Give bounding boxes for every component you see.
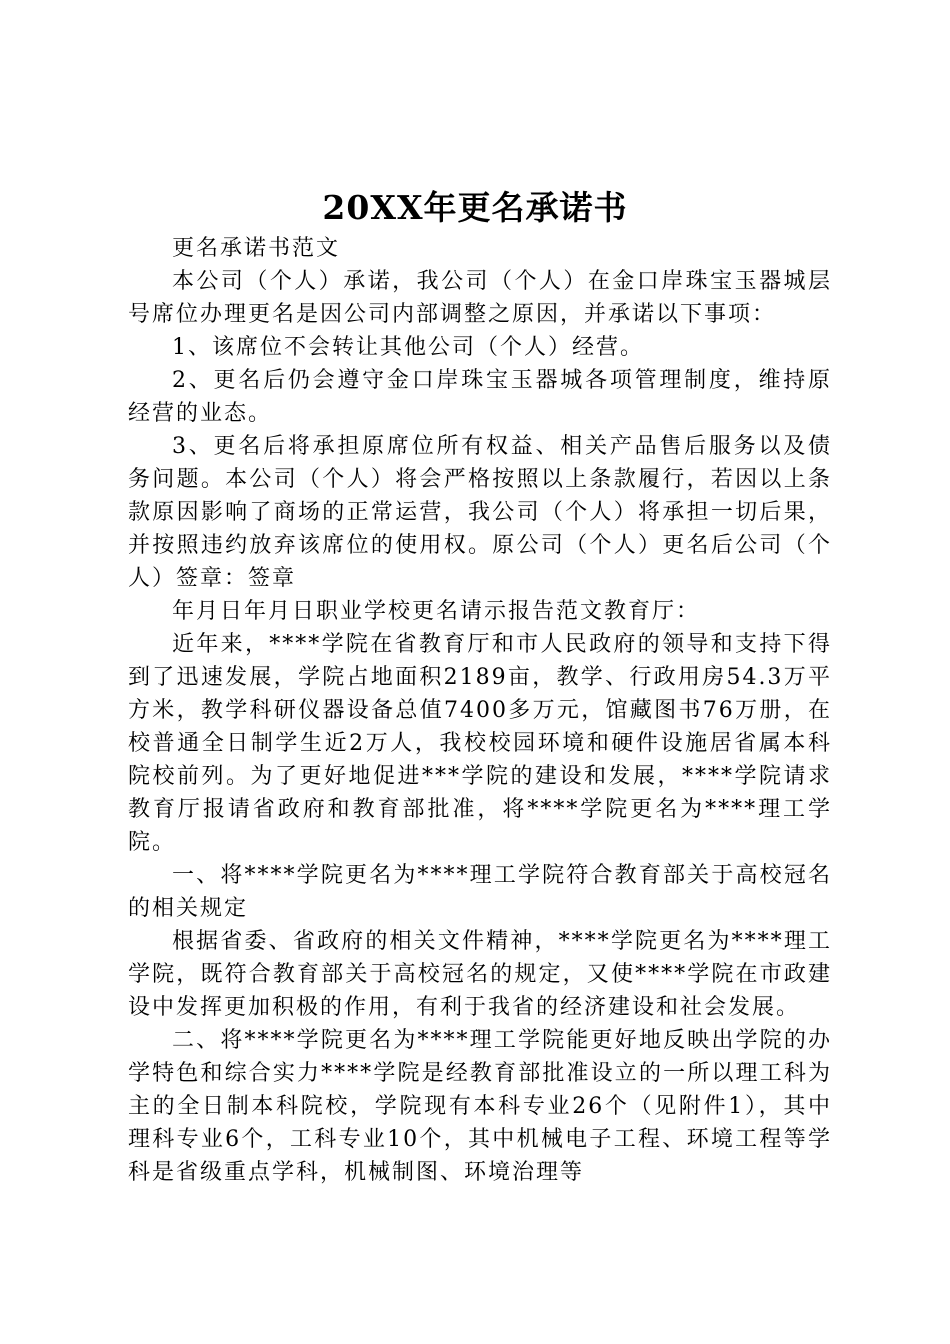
paragraph: 根据省委、省政府的相关文件精神，****学院更名为****理工学院，既符合教育部关于高校冠名的规定，又使****学院在市政建设中发挥更加积极的作用，有利于我省的经济建设和社会发展。 bbox=[128, 929, 832, 1020]
paragraph: 近年来，****学院在省教育厅和市人民政府的领导和支持下得到了迅速发展，学院占地面积2189亩，教学、行政用房54.3万平方米，教学科研仪器设备总值7400多万元，馆藏图书76万册，在校普通全日制学生近2万人，我校校园环境和硬件设施居省属本科院校前列。为了更好地促进***学院的建设和发展，****学院请求教育厅报请省政府和教育部批准，将****学院更名为****理工学院。 bbox=[128, 632, 832, 855]
section-heading: 一、将****学院更名为****理工学院符合教育部关于高校冠名的相关规定 bbox=[128, 863, 832, 921]
document-body bbox=[128, 232, 832, 1189]
paragraph: 年月日年月日职业学校更名请示报告范文教育厅： bbox=[172, 599, 701, 624]
list-item: 3、更名后将承担原席位所有权益、相关产品售后服务以及债务问题。本公司（个人）将会严格按照以上条款履行，若因以上条款原因影响了商场的正常运营，我公司（个人）将承担一切后果，并按照违约放弃该席位的使用权。原公司（个人）更名后公司（个人）签章：签章 bbox=[128, 434, 832, 591]
paragraph: 更名承诺书范文 bbox=[172, 236, 341, 261]
document-title: 20XX年更名承诺书 bbox=[322, 188, 628, 227]
paragraph: 本公司（个人）承诺，我公司（个人）在金口岸珠宝玉器城层号席位办理更名是因公司内部调整之原因，并承诺以下事项： bbox=[128, 269, 832, 327]
list-item: 1、该席位不会转让其他公司（个人）经营。 bbox=[172, 335, 644, 360]
list-item: 2、更名后仍会遵守金口岸珠宝玉器城各项管理制度，维持原经营的业态。 bbox=[128, 368, 832, 426]
section-heading: 二、将****学院更名为****理工学院能更好地反映出学院的办学特色和综合实力****学院是经教育部批准设立的一所以理工科为主的全日制本科院校，学院现有本科专业26个（见附件1），其中理科专业6个，工科专业10个，其中机械电子工程、环境工程等学科是省级重点学科，机械制图、环境治理等 bbox=[128, 1028, 832, 1185]
